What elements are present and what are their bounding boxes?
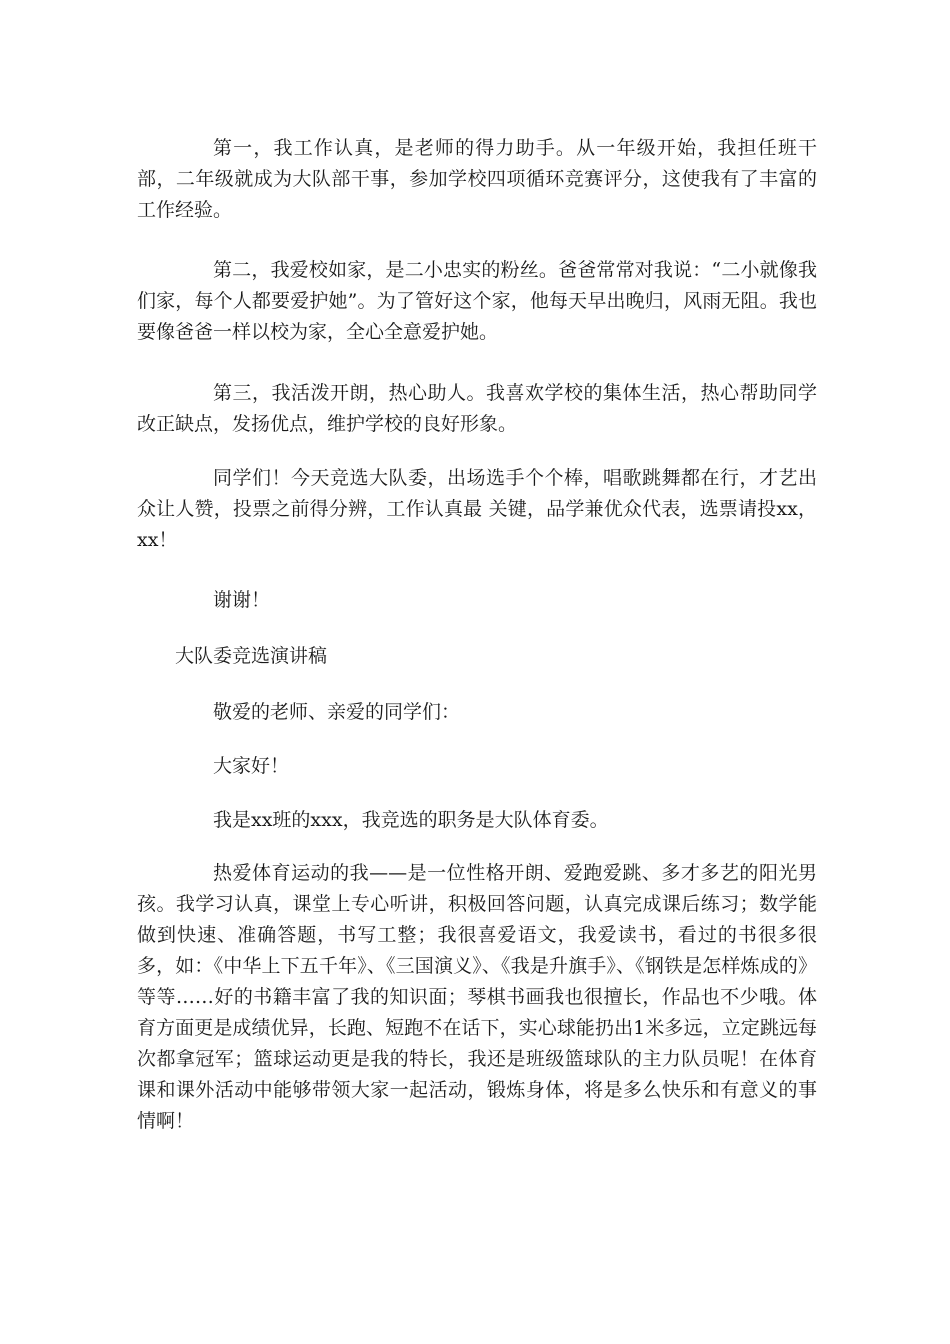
thanks-line: 谢谢！ (213, 589, 271, 611)
paragraph-third-point: 第三，我活泼开朗，热心助人。我喜欢学校的集体生活，热心帮助同学改正缺点，发扬优点，维护学校的良好形象。 (137, 382, 817, 435)
intro-line: 我是xx班的xxx，我竞选的职务是大队体育委。 (213, 809, 609, 831)
paragraph-first-point: 第一，我工作认真，是老师的得力助手。从一年级开始，我担任班干部，二年级就成为大队部干事，参加学校四项循环竞赛评分，这使我有了丰富的工作经验。 (137, 137, 817, 221)
greeting-line: 大家好！ (213, 755, 290, 777)
paragraph-second-point: 第二，我爱校如家，是二小忠实的粉丝。爸爸常常对我说：“二小就像我们家，每个人都要爱护她”。为了管好这个家，他每天早出晚归，风雨无阻。我也要像爸爸一样以校为家，全心全意爱护她。 (137, 259, 817, 343)
paragraph-vote-appeal: 同学们！今天竞选大队委，出场选手个个棒，唱歌跳舞都在行，才艺出众让人赞，投票之前得分辨，工作认真最 关键，品学兼优众代表，选票请投xx，xx！ (137, 467, 817, 551)
paragraph-body: 热爱体育运动的我——是一位性格开朗、爱跑爱跳、多才多艺的阳光男孩。我学习认真，课堂上专心听讲，积极回答问题，认真完成课后练习；数学能做到快速、准确答题，书写工整；我很喜爱语文，我爱读书，看过的书很多很多，如：《中华上下五千年》、《三国演义》、《我是升旗手》、《钢铁是怎样炼成的》等等……好的书籍丰富了我的知识面；琴棋书画我也很擅长，作品也不少哦。体育方面更是成绩优异，长跑、短跑不在话下，实心球能扔出1米多远，立定跳远每次都拿冠军；篮球运动更是我的特长，我还是班级篮球队的主力队员呢！在体育课和课外活动中能够带领大家一起活动，锻炼身体，将是多么快乐和有意义的事情啊！ (137, 862, 817, 1132)
salutation-line: 敬爱的老师、亲爱的同学们： (213, 701, 461, 723)
speech-title: 大队委竞选演讲稿 (175, 645, 328, 667)
